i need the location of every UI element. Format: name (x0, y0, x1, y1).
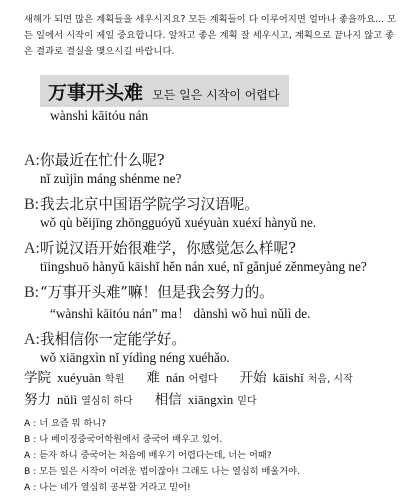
speaker-label: B: (24, 284, 40, 301)
speaker-label: A: (24, 152, 40, 169)
title-banner (40, 75, 289, 107)
speaker-label: A: (24, 331, 40, 348)
dialogue-chinese: 听说汉语开始很难学，你感觉怎么样呢? (40, 240, 296, 257)
dialogue-line-5 (24, 328, 402, 366)
translation-line: A : 너 요즘 뭐 하니? (24, 418, 107, 429)
dialogue-line-4 (24, 281, 402, 322)
dialogue-chinese: 我相信你一定能学好。 (40, 331, 186, 348)
vocab-item: 努力 nǔlì 열심히 하다 (24, 392, 133, 408)
vocab-item: 难 nán 어렵다 (146, 370, 218, 386)
translation-line: A : 듣자 하니 중국어는 처음에 배우기 어렵다는데, 너는 어때? (24, 449, 272, 461)
dialogue (24, 149, 402, 366)
vocab-item: 相信 xiāngxìn 믿다 (154, 392, 257, 408)
dialogue-line-3 (24, 237, 402, 275)
vocab-item: 学院 xuéyuàn 학원 (24, 370, 125, 386)
translation-line: A : 나는 네가 열심히 공부할 거라고 믿어! (24, 481, 191, 493)
vocab-row (24, 368, 402, 390)
translation-line: B : 모든 일은 시작이 어려운 법이잖아! 그래도 나는 열심히 배울거야. (24, 465, 300, 477)
dialogue-line-2 (24, 193, 402, 231)
intro-paragraph: 새해가 되면 많은 계획들을 세우시지요? 모든 계획들이 다 이루어지면 얼마나 좋을까요... 모든 일에서 시작이 제일 중요합니다. 알차고 좋은 계획 잘 세우시고, 계획으로 끝나지 않고 좋은 결과로 결실을 맺으시길 바랍니다. (24, 14, 397, 57)
vocab-item: 开始 kāishǐ 처음, 시작 (239, 370, 353, 386)
speaker-label: B: (24, 196, 40, 213)
translation-line: B : 나 베이징중국어학원에서 중국어 배우고 있어. (24, 433, 223, 445)
lesson-title (40, 75, 402, 124)
dialogue-pinyin: wǒ qù běijīng zhōngguóyǔ xuéyuàn xuéxí hànyǔ ne. (40, 215, 317, 230)
dialogue-pinyin: “wànshì kāitóu nán” ma！ dànshì wǒ huì nǔlì de. (50, 306, 311, 321)
title-korean: 모든 일은 시작이 어렵다 (152, 88, 280, 102)
dialogue-line-1 (24, 149, 402, 187)
title-chinese: 万事开头难 (48, 82, 144, 104)
dialogue-chinese: 你最近在忙什么呢? (40, 152, 165, 169)
dialogue-pinyin: wǒ xiāngxìn nǐ yídìng néng xuéhǎo. (40, 350, 230, 365)
vocab-row (24, 390, 402, 412)
title-pinyin: wànshì kāitóu nán (50, 108, 149, 123)
dialogue-pinyin: nǐ zuìjìn máng shénme ne? (40, 171, 182, 186)
dialogue-chinese: 我去北京中国语学院学习汉语呢。 (40, 196, 259, 213)
dialogue-pinyin: tīingshuō hànyǔ kāishǐ hěn nán xué, nǐ gǎnjué zěnmeyàng ne? (40, 259, 367, 274)
vocabulary-list (24, 368, 402, 412)
dialogue-chinese: “万事开头难”嘛！但是我会努力的。 (40, 284, 274, 301)
speaker-label: A: (24, 240, 40, 257)
korean-translation (24, 416, 402, 496)
